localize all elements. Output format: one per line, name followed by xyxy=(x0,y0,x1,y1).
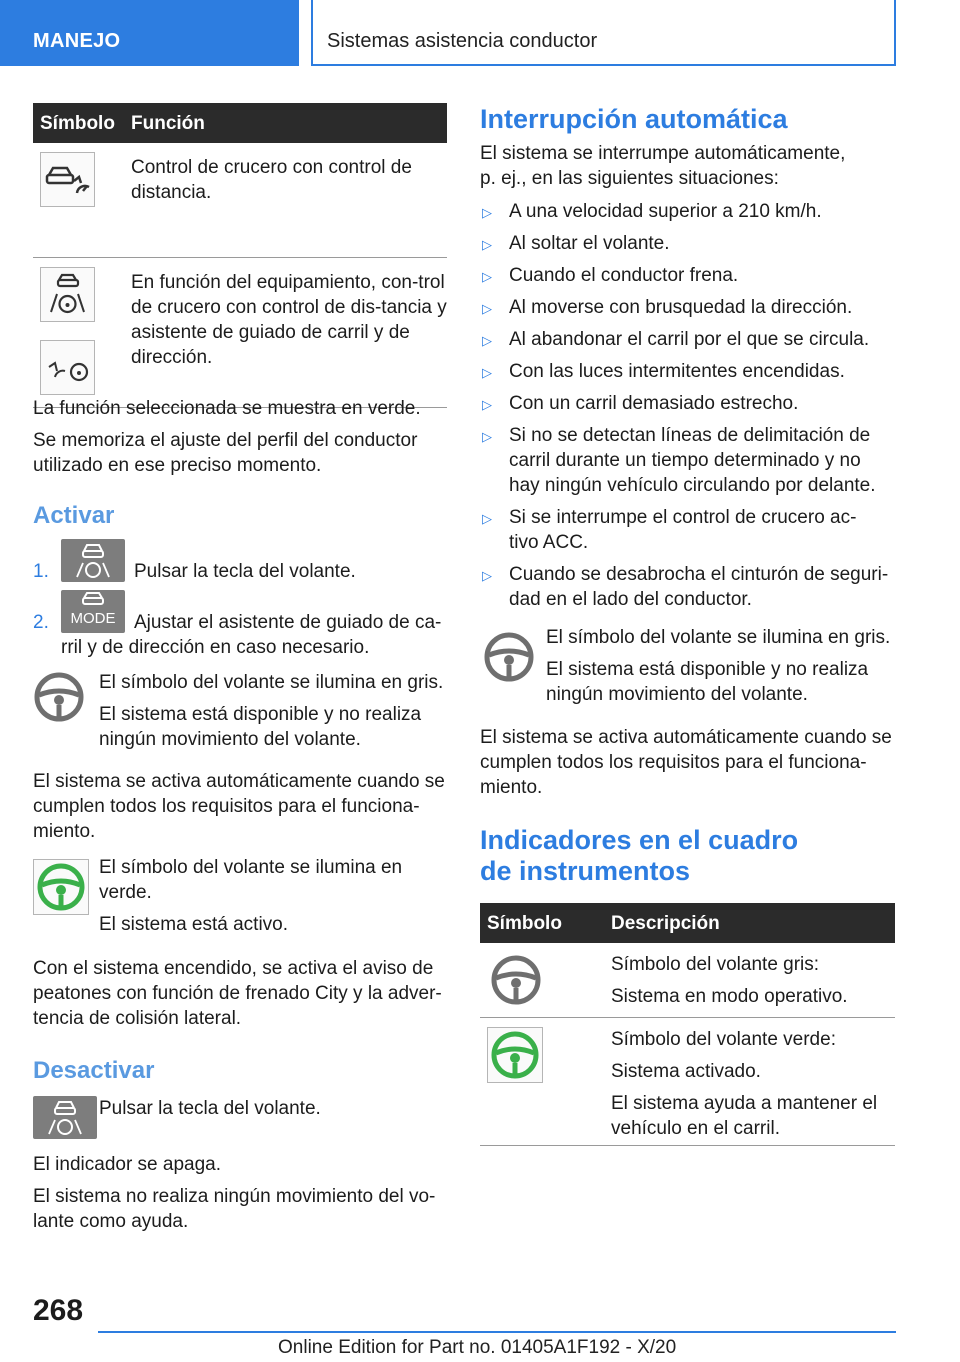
list-item: ▷ Si no se detectan líneas de delimitación de carril durante un tiempo determinado y no hay ningún vehículo circulando por delante. xyxy=(482,425,876,496)
function-text: En función del equipamiento, con-trol de crucero con control de dis-tancia y asistente de guiado de carril y de dirección. xyxy=(131,272,447,368)
triangle-bullet-icon: ▷ xyxy=(482,429,492,444)
paragraph: El sistema se activa automáticamente cuando se cumplen todos los requisitos para el funciona-miento. xyxy=(480,727,892,798)
description-text: El sistema ayuda a mantener el vehículo en el carril. xyxy=(611,1093,878,1139)
cruise-control-icon xyxy=(40,152,95,207)
section-heading-indicadores: Indicadores en el cuadro de instrumentos xyxy=(480,825,799,886)
table-header xyxy=(480,903,895,943)
table-row xyxy=(480,943,895,1018)
triangle-bullet-icon: ▷ xyxy=(482,568,492,583)
step-1 xyxy=(33,539,447,587)
triangle-bullet-icon: ▷ xyxy=(482,397,492,412)
paragraph: Pulsar la tecla del volante. xyxy=(99,1098,321,1119)
step-number: 2. xyxy=(33,612,49,633)
table-row xyxy=(33,258,447,408)
paragraph: El sistema está disponible y no realiza ningún movimiento del volante. xyxy=(99,704,422,750)
paragraph: El sistema se interrumpe automáticamente, p. ej., en las siguientes situaciones: xyxy=(480,143,846,189)
chapter-title: Sistemas asistencia conductor xyxy=(327,30,598,52)
cruise-steering-icon xyxy=(40,340,95,395)
description-text: Símbolo del volante verde: xyxy=(611,1029,836,1050)
left-column xyxy=(33,103,447,1232)
chapter-header xyxy=(311,0,896,66)
step-text: Ajustar el asistente de guiado de ca- xyxy=(134,612,442,633)
triangle-bullet-icon: ▷ xyxy=(482,333,492,348)
list-item: ▷ Cuando se desabrocha el cinturón de seguri-dad en el lado del conductor. xyxy=(482,564,889,610)
indicator-table xyxy=(480,903,895,1146)
description-text: Símbolo del volante gris: xyxy=(611,954,820,975)
list-item: ▷ Con un carril demasiado estrecho. xyxy=(480,391,895,416)
paragraph: Con el sistema encendido, se activa el aviso de peatones con función de frenado City y la adver-tencia de colisión lateral. xyxy=(33,958,442,1029)
steering-assist-icon xyxy=(40,267,95,322)
key-button-icon xyxy=(61,539,125,582)
col-symbol: Símbolo xyxy=(487,912,562,934)
mode-button-icon xyxy=(61,590,125,633)
triangle-bullet-icon: ▷ xyxy=(482,365,492,380)
section-tab xyxy=(0,0,299,66)
triangle-bullet-icon: ▷ xyxy=(482,205,492,220)
step-2 xyxy=(33,590,447,660)
paragraph: La función seleccionada se muestra en verde. xyxy=(33,398,421,419)
col-symbol: Símbolo xyxy=(40,112,115,134)
list-item: ▷ Cuando el conductor frena. xyxy=(480,263,895,288)
footer-divider xyxy=(98,1331,896,1333)
paragraph: El indicador se apaga. xyxy=(33,1154,222,1175)
steering-wheel-green-icon xyxy=(33,859,89,922)
steering-wheel-icon xyxy=(490,954,542,1006)
paragraph: El sistema está activo. xyxy=(99,914,289,935)
svg-text:MODE: MODE xyxy=(70,610,116,627)
triangle-bullet-icon: ▷ xyxy=(482,237,492,252)
triangle-bullet-icon: ▷ xyxy=(482,269,492,284)
steering-wheel-green-icon xyxy=(487,1027,543,1083)
step-number: 1. xyxy=(33,561,49,582)
list-item: ▷ A una velocidad superior a 210 km/h. xyxy=(480,199,895,224)
paragraph: El sistema no realiza ningún movimiento del vo-lante como ayuda. xyxy=(33,1186,436,1232)
steering-wheel-icon xyxy=(483,631,535,690)
col-function: Función xyxy=(131,112,205,134)
paragraph: Se memoriza el ajuste del perfil del conductor utilizado en ese preciso momento. xyxy=(33,430,418,476)
section-heading-activar: Activar xyxy=(33,502,115,529)
description-text: Sistema en modo operativo. xyxy=(611,986,848,1007)
description-text: Sistema activado. xyxy=(611,1061,761,1082)
list-item: ▷ Al abandonar el carril por el que se circula. xyxy=(480,327,895,352)
key-button-icon xyxy=(33,1096,97,1139)
table-row xyxy=(480,1018,895,1146)
step-text: rril y de dirección en caso necesario. xyxy=(61,637,370,658)
list-item: ▷ Con las luces intermitentes encendidas. xyxy=(480,359,895,384)
table-row xyxy=(33,143,447,258)
section-label: MANEJO xyxy=(33,30,121,52)
paragraph: El sistema se activa automáticamente cuando se cumplen todos los requisitos para el funciona-miento. xyxy=(33,771,445,842)
list-item: ▷ Al moverse con brusquedad la dirección. xyxy=(480,295,895,320)
step-text: Pulsar la tecla del volante. xyxy=(134,561,356,582)
edition-note: Online Edition for Part no. 01405A1F192 - X/20 xyxy=(278,1337,677,1358)
function-text: Control de crucero con control de distancia. xyxy=(131,157,412,203)
section-heading-desactivar: Desactivar xyxy=(33,1057,155,1084)
triangle-bullet-icon: ▷ xyxy=(482,301,492,316)
steering-wheel-icon xyxy=(33,671,85,730)
section-heading-interrupcion: Interrupción automática xyxy=(480,104,788,134)
list-item: ▷ Al soltar el volante. xyxy=(480,231,895,256)
paragraph: El sistema está disponible y no realiza ningún movimiento del volante. xyxy=(546,659,869,705)
paragraph: El símbolo del volante se ilumina en gris. xyxy=(546,627,891,648)
paragraph: El símbolo del volante se ilumina en verde. xyxy=(99,857,403,903)
page-number: 268 xyxy=(33,1294,84,1327)
bullet-list xyxy=(480,199,895,612)
paragraph: El símbolo del volante se ilumina en gris. xyxy=(99,672,444,693)
col-description: Descripción xyxy=(611,912,720,934)
triangle-bullet-icon: ▷ xyxy=(482,511,492,526)
function-table xyxy=(33,103,447,408)
list-item: ▷ Si se interrumpe el control de crucero ac-tivo ACC. xyxy=(482,507,857,553)
